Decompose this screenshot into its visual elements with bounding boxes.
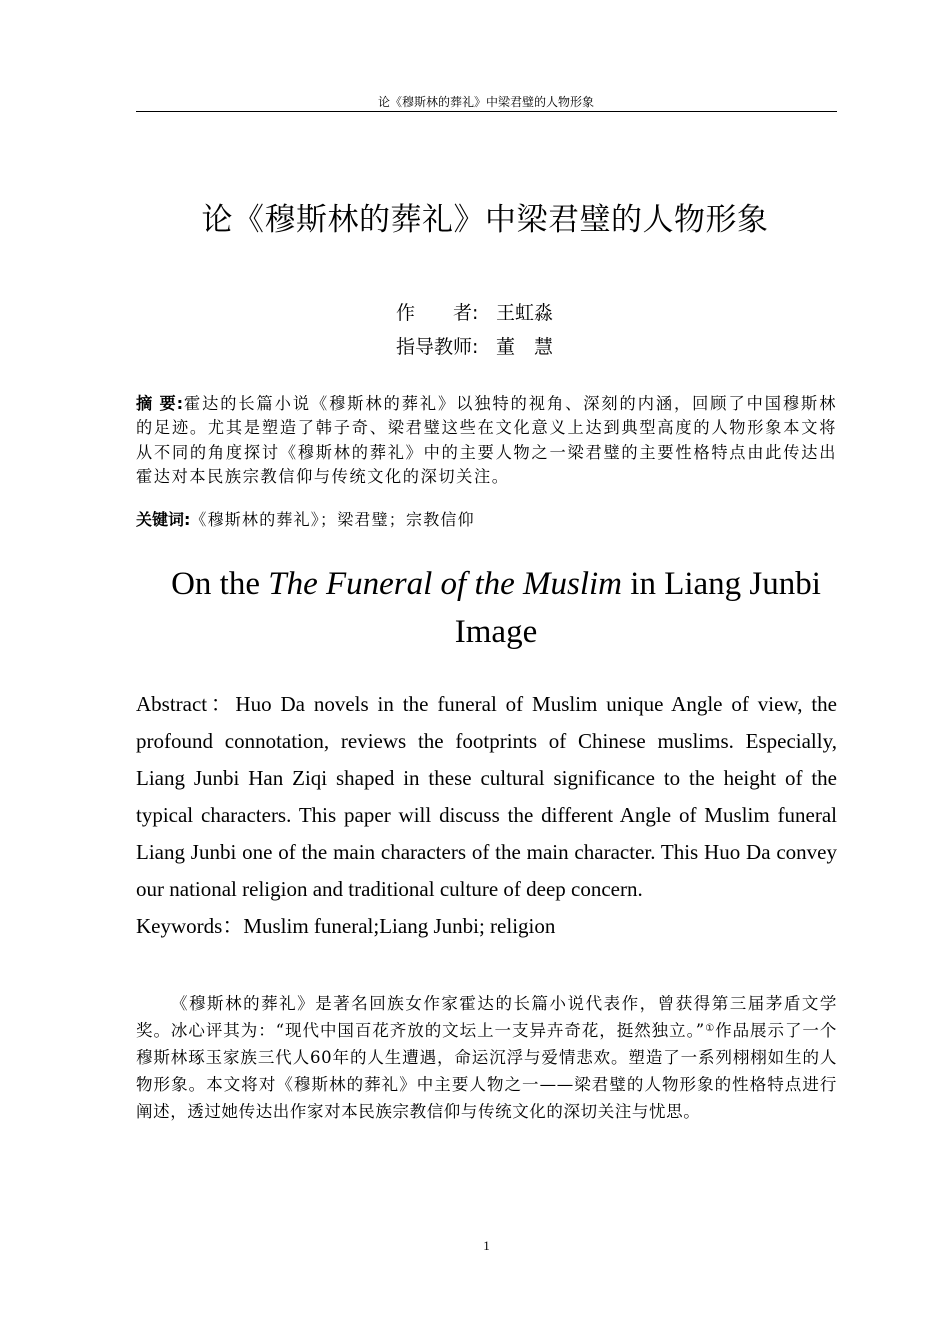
english-title bbox=[136, 560, 856, 656]
footnote-marker[interactable]: ① bbox=[704, 1023, 716, 1034]
english-keywords bbox=[136, 908, 837, 945]
chinese-abstract bbox=[136, 392, 837, 489]
author-label: 作 者: bbox=[396, 302, 479, 324]
english-abstract-text: Huo Da novels in the funeral of Muslim unique Angle of view, the profound connotation, reviews the footprints of Chinese muslims. Especially, Liang Junbi Han Ziqi shaped in these cultural significance to the height of the typical characters. This paper will discuss the different Angle of Muslim funeral Liang Junbi one of the main characters of the main character. This Huo Da convey our national religion and traditional culture of deep concern. bbox=[136, 692, 837, 901]
page-number: 1 bbox=[483, 1238, 490, 1253]
author-block bbox=[396, 296, 553, 364]
chinese-keywords-text: 《穆斯林的葬礼》；梁君璧；宗教信仰 bbox=[190, 510, 475, 529]
chinese-abstract-label: 摘 要: bbox=[136, 394, 184, 413]
running-header: 论《穆斯林的葬礼》中梁君璧的人物形象 bbox=[377, 95, 594, 109]
body-paragraph bbox=[136, 990, 837, 1125]
english-keywords-label: Keywords： bbox=[136, 914, 244, 938]
chinese-keywords bbox=[136, 508, 837, 532]
body-text-part2: 作品展示了一个穆斯林琢玉家族三代人60年的人生遭遇，命运沉浮与爱情悲欢。塑造了一系列栩栩如生的人物形象。本文将对《穆斯林的葬礼》中主要人物之一——梁君璧的人物形象的性格特点进行阐述，透过她传达出作家对本民族宗教信仰与传统文化的深切关注与忧思。 bbox=[136, 1021, 837, 1121]
author-row bbox=[396, 296, 553, 330]
chinese-abstract-text: 霍达的长篇小说《穆斯林的葬礼》以独特的视角、深刻的内涵，回顾了中国穆斯林的足迹。尤其是塑造了韩子奇、梁君璧这些在文化意义上达到典型高度的人物形象本文将从不同的角度探讨《穆斯林的葬礼》中的主要人物之一梁君璧的主要性格特点由此传达出霍达对本民族宗教信仰与传统文化的深切关注。 bbox=[136, 394, 837, 486]
chinese-title: 论《穆斯林的葬礼》中梁君璧的人物形象 bbox=[201, 202, 769, 238]
english-abstract bbox=[136, 686, 837, 908]
advisor-name: 董 慧 bbox=[496, 336, 554, 358]
english-keywords-text: Muslim funeral;Liang Junbi; religion bbox=[243, 914, 556, 938]
english-title-prefix: On the bbox=[171, 566, 269, 602]
header-rule bbox=[136, 111, 837, 112]
author-name: 王虹淼 bbox=[496, 302, 554, 324]
chinese-keywords-label: 关键词: bbox=[136, 510, 191, 529]
english-title-suffix: in Liang Junbi Image bbox=[454, 566, 821, 650]
advisor-row bbox=[396, 330, 553, 364]
advisor-label: 指导教师: bbox=[396, 336, 479, 358]
english-title-italic: The Funeral of the Muslim bbox=[268, 566, 623, 602]
english-abstract-label: Abstract： bbox=[136, 692, 236, 716]
body-text-part1: 《穆斯林的葬礼》是著名回族女作家霍达的长篇小说代表作，曾获得第三届茅盾文学奖。冰心评其为：“现代中国百花齐放的文坛上一支异卉奇花，挺然独立。” bbox=[136, 994, 837, 1040]
